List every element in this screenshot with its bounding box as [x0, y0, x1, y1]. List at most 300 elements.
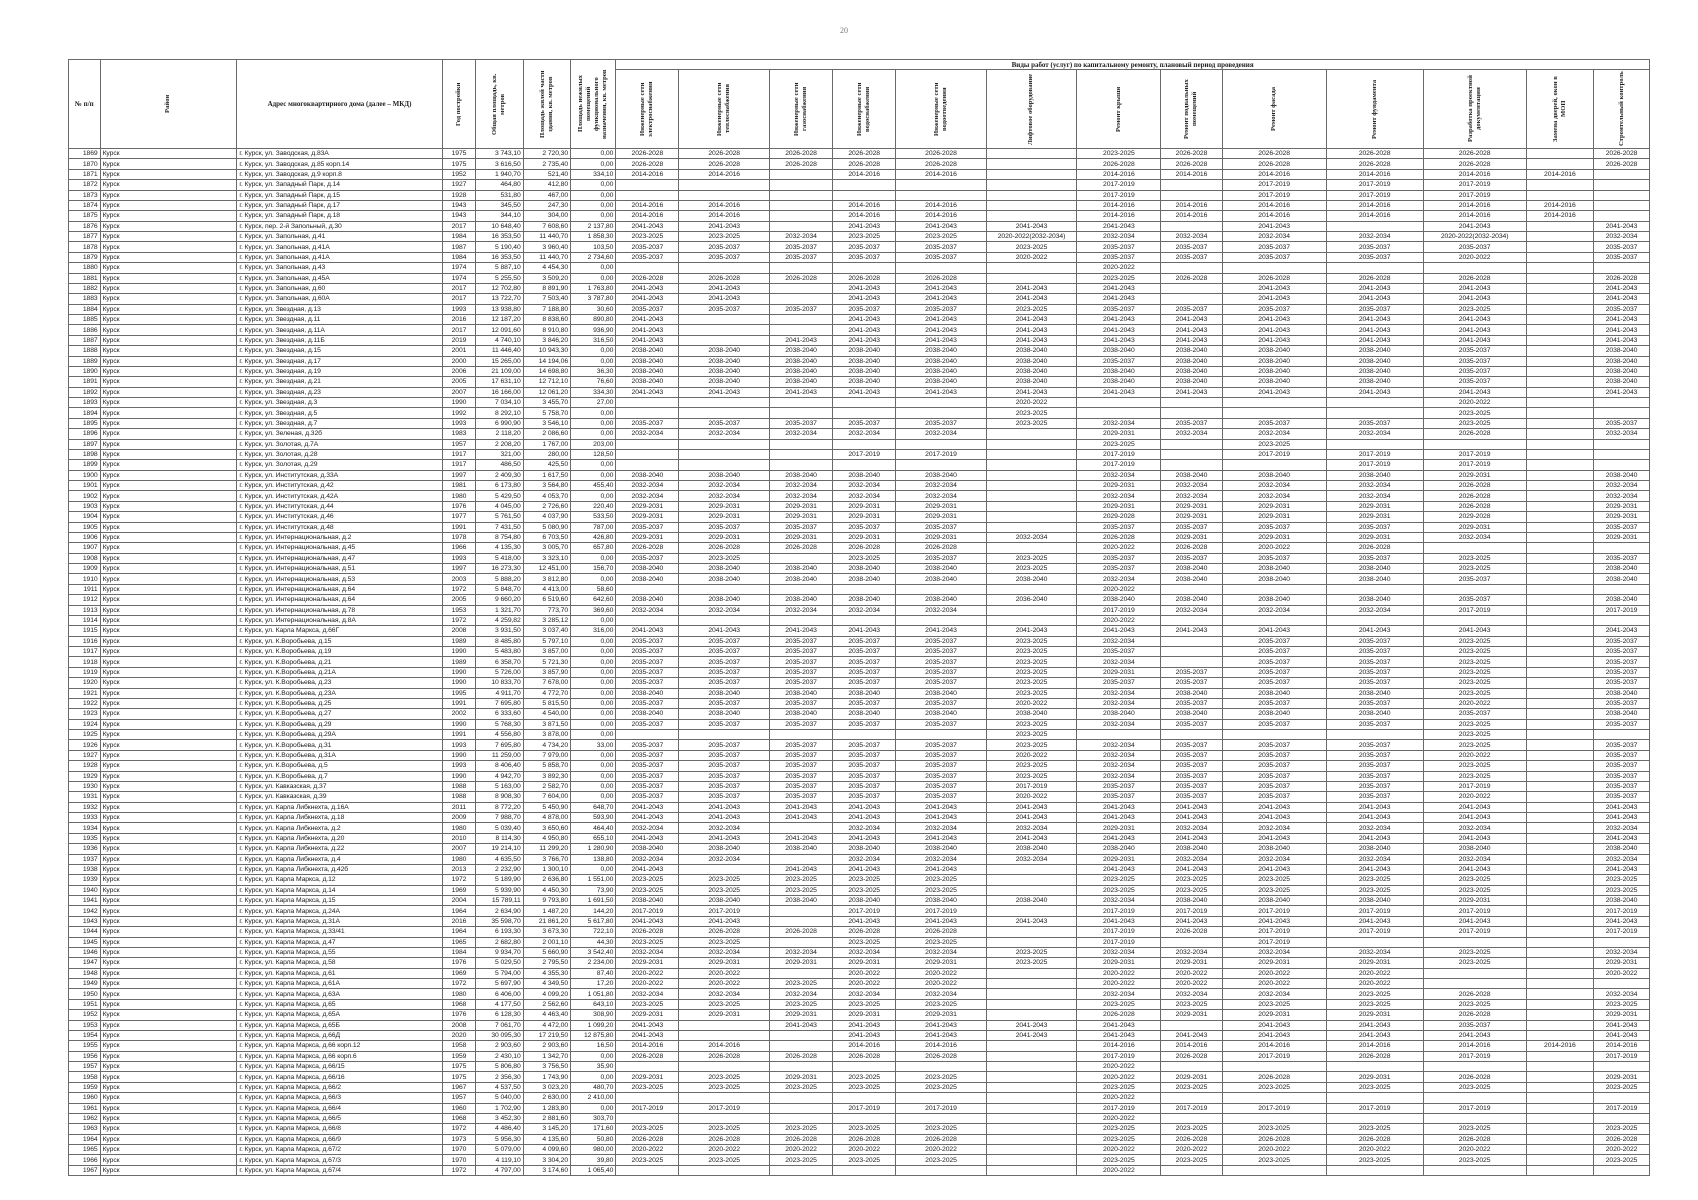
- cell-address: г. Курск, ул. Интернациональная, д.51: [237, 564, 442, 574]
- cell-work-period: 2041-2043: [616, 864, 679, 874]
- cell-work-period: [1526, 1030, 1593, 1040]
- cell-district: Курск: [100, 470, 237, 480]
- cell-work-period: 2029-2031: [769, 501, 832, 511]
- cell-work-period: 2032-2034: [833, 989, 896, 999]
- cell-work-period: 2041-2043: [833, 626, 896, 636]
- cell-total-area: 1 321,70: [476, 605, 523, 615]
- table-row: [69, 429, 1650, 439]
- cell-work-period: [1526, 647, 1593, 657]
- cell-work-period: 2035-2037: [1326, 553, 1423, 563]
- cell-work-period: 2029-2031: [1161, 512, 1222, 522]
- cell-work-period: 2038-2040: [1222, 377, 1326, 387]
- col-header-work: Инженерные сети электроснабжения: [616, 70, 679, 149]
- cell-address: г. Курск, ул. Карла Либкнехта, д.42б: [237, 864, 442, 874]
- cell-address: г. Курск, ул. Интернациональная, д.64: [237, 595, 442, 605]
- cell-district: Курск: [100, 553, 237, 563]
- cell-district: Курск: [100, 761, 237, 771]
- cell-work-period: [833, 730, 896, 740]
- cell-no: 1943: [69, 916, 101, 926]
- cell-work-period: 2032-2034: [679, 491, 770, 501]
- cell-work-period: 2032-2034: [1594, 823, 1650, 833]
- cell-work-period: 2038-2040: [1161, 366, 1222, 376]
- cell-work-period: [986, 200, 1077, 210]
- cell-living-area: 3 846,20: [523, 335, 570, 345]
- cell-work-period: [1526, 553, 1593, 563]
- cell-living-area: 247,30: [523, 200, 570, 210]
- cell-total-area: 7 034,10: [476, 398, 523, 408]
- cell-work-period: 2023-2025: [896, 875, 987, 885]
- cell-total-area: 7 695,80: [476, 698, 523, 708]
- cell-no: 1925: [69, 730, 101, 740]
- cell-work-period: 2038-2040: [616, 346, 679, 356]
- cell-work-period: 2035-2037: [1161, 304, 1222, 314]
- col-header-work: Инженерные сети водоснабжения: [833, 70, 896, 149]
- table-row: [69, 1072, 1650, 1082]
- cell-work-period: 2023-2025: [1326, 1124, 1423, 1134]
- cell-year: 1957: [442, 439, 476, 449]
- cell-work-period: 2041-2043: [1161, 916, 1222, 926]
- cell-work-period: [986, 481, 1077, 491]
- cell-work-period: 2026-2028: [1423, 989, 1526, 999]
- cell-work-period: [896, 1093, 987, 1103]
- cell-year: 1990: [442, 719, 476, 729]
- cell-work-period: 2038-2040: [1222, 356, 1326, 366]
- cell-living-area: 1 767,00: [523, 439, 570, 449]
- cell-total-area: 6 173,80: [476, 481, 523, 491]
- cell-work-period: 2032-2034: [679, 947, 770, 957]
- cell-work-period: 2041-2043: [1222, 315, 1326, 325]
- cell-work-period: 2020-2022: [1222, 968, 1326, 978]
- cell-total-area: 1 702,90: [476, 1103, 523, 1113]
- table-row: [69, 647, 1650, 657]
- cell-work-period: 2035-2037: [1222, 667, 1326, 677]
- cell-nonliving-area: 0,00: [571, 657, 616, 667]
- cell-year: 2007: [442, 844, 476, 854]
- cell-year: 1984: [442, 232, 476, 242]
- cell-work-period: 2041-2043: [1161, 833, 1222, 843]
- cell-address: г. Курск, ул. Карла Маркса, д.65: [237, 999, 442, 1009]
- cell-work-period: 2014-2016: [616, 211, 679, 221]
- cell-work-period: 2029-2031: [1222, 512, 1326, 522]
- cell-no: 1958: [69, 1072, 101, 1082]
- cell-address: г. Курск, ул. Карла Маркса, д.14: [237, 885, 442, 895]
- table-row: [69, 1051, 1650, 1061]
- cell-work-period: 2026-2028: [1423, 149, 1526, 159]
- cell-work-period: 2023-2025: [896, 885, 987, 895]
- cell-nonliving-area: 220,40: [571, 501, 616, 511]
- cell-total-area: 5 726,00: [476, 667, 523, 677]
- cell-work-period: 2041-2043: [1423, 833, 1526, 843]
- cell-living-area: 3 960,40: [523, 242, 570, 252]
- cell-work-period: 2020-2022: [1423, 792, 1526, 802]
- cell-district: Курск: [100, 1051, 237, 1061]
- cell-work-period: 2041-2043: [986, 802, 1077, 812]
- cell-work-period: 2035-2037: [1326, 771, 1423, 781]
- cell-work-period: 2026-2028: [769, 927, 832, 937]
- cell-nonliving-area: 1 763,80: [571, 283, 616, 293]
- table-row: [69, 325, 1650, 335]
- cell-work-period: 2035-2037: [1077, 553, 1161, 563]
- cell-work-period: 2029-2031: [769, 512, 832, 522]
- cell-work-period: [616, 190, 679, 200]
- cell-work-period: 2023-2025: [1423, 678, 1526, 688]
- cell-work-period: [769, 1103, 832, 1113]
- cell-work-period: 2038-2040: [896, 564, 987, 574]
- cell-work-period: [1161, 180, 1222, 190]
- cell-total-area: 5 888,20: [476, 574, 523, 584]
- cell-work-period: [986, 1113, 1077, 1123]
- cell-year: 1953: [442, 605, 476, 615]
- cell-district: Курск: [100, 190, 237, 200]
- cell-work-period: [1077, 398, 1161, 408]
- cell-work-period: 2035-2037: [679, 792, 770, 802]
- cell-work-period: 2035-2037: [1077, 242, 1161, 252]
- cell-work-period: 2041-2043: [1161, 335, 1222, 345]
- cell-work-period: 2032-2034: [616, 481, 679, 491]
- cell-work-period: [1526, 387, 1593, 397]
- cell-work-period: 2035-2037: [833, 750, 896, 760]
- cell-living-area: 5 858,70: [523, 761, 570, 771]
- cell-living-area: 9 793,80: [523, 896, 570, 906]
- cell-work-period: 2032-2034: [1222, 429, 1326, 439]
- cell-work-period: 2029-2031: [616, 1072, 679, 1082]
- cell-total-area: 5 761,50: [476, 512, 523, 522]
- cell-work-period: 2035-2037: [769, 667, 832, 677]
- cell-work-period: [1222, 1165, 1326, 1175]
- cell-work-period: 2038-2040: [1326, 688, 1423, 698]
- cell-work-period: 2017-2019: [1423, 605, 1526, 615]
- cell-work-period: [986, 927, 1077, 937]
- cell-work-period: [679, 1020, 770, 1030]
- cell-nonliving-area: 1 691,50: [571, 896, 616, 906]
- cell-work-period: 2020-2022: [1594, 968, 1650, 978]
- table-row: [69, 989, 1650, 999]
- cell-work-period: 2035-2037: [833, 740, 896, 750]
- cell-address: г. Курск, ул. Интернациональная, д.53: [237, 574, 442, 584]
- cell-work-period: [769, 211, 832, 221]
- cell-no: 1888: [69, 346, 101, 356]
- table-row: [69, 875, 1650, 885]
- cell-work-period: 2035-2037: [1594, 761, 1650, 771]
- cell-address: г. Курск, ул. Карла Либкнехта, д.20: [237, 833, 442, 843]
- cell-total-area: 2 118,20: [476, 429, 523, 439]
- cell-work-period: [1526, 1113, 1593, 1123]
- cell-no: 1938: [69, 864, 101, 874]
- cell-work-period: 2023-2025: [616, 999, 679, 1009]
- cell-work-period: 2023-2025: [1326, 989, 1423, 999]
- cell-nonliving-area: 5 617,80: [571, 916, 616, 926]
- cell-work-period: 2032-2034: [1161, 947, 1222, 957]
- cell-living-area: 5 721,30: [523, 657, 570, 667]
- cell-work-period: [1326, 1113, 1423, 1123]
- cell-nonliving-area: 1 280,90: [571, 844, 616, 854]
- cell-work-period: 2029-2031: [1077, 958, 1161, 968]
- cell-living-area: 4 463,40: [523, 1010, 570, 1020]
- cell-living-area: 7 503,40: [523, 294, 570, 304]
- cell-work-period: [986, 1103, 1077, 1113]
- cell-nonliving-area: 980,00: [571, 1145, 616, 1155]
- cell-work-period: 2035-2037: [896, 771, 987, 781]
- cell-work-period: [1326, 408, 1423, 418]
- cell-work-period: 2041-2043: [616, 294, 679, 304]
- cell-work-period: 2014-2016: [896, 1041, 987, 1051]
- cell-work-period: 2041-2043: [1222, 335, 1326, 345]
- cell-work-period: 2017-2019: [1423, 460, 1526, 470]
- cell-living-area: 2 630,00: [523, 1093, 570, 1103]
- cell-work-period: [1526, 615, 1593, 625]
- table-row: [69, 159, 1650, 169]
- cell-work-period: 2029-2031: [896, 532, 987, 542]
- cell-work-period: 2035-2037: [833, 771, 896, 781]
- cell-work-period: 2035-2037: [896, 304, 987, 314]
- cell-district: Курск: [100, 885, 237, 895]
- cell-district: Курск: [100, 169, 237, 179]
- cell-work-period: 2041-2043: [1326, 387, 1423, 397]
- cell-work-period: 2041-2043: [1077, 387, 1161, 397]
- cell-living-area: 3 673,30: [523, 927, 570, 937]
- cell-work-period: 2041-2043: [896, 335, 987, 345]
- cell-work-period: 2038-2040: [833, 896, 896, 906]
- cell-work-period: 2023-2025: [1161, 999, 1222, 1009]
- cell-year: 1972: [442, 1124, 476, 1134]
- cell-work-period: 2014-2016: [833, 1041, 896, 1051]
- cell-work-period: [986, 968, 1077, 978]
- cell-district: Курск: [100, 501, 237, 511]
- cell-work-period: [1423, 1093, 1526, 1103]
- cell-work-period: [1526, 740, 1593, 750]
- cell-living-area: 3 037,40: [523, 626, 570, 636]
- cell-work-period: [679, 398, 770, 408]
- cell-work-period: 2029-2031: [1077, 823, 1161, 833]
- cell-year: 1970: [442, 1145, 476, 1155]
- cell-work-period: [986, 999, 1077, 1009]
- cell-work-period: [1161, 460, 1222, 470]
- cell-work-period: 2035-2037: [616, 304, 679, 314]
- cell-work-period: 2017-2019: [1594, 1103, 1650, 1113]
- cell-address: г. Курск, ул. Звездная, д.17: [237, 356, 442, 366]
- cell-work-period: 2041-2043: [1594, 1020, 1650, 1030]
- cell-work-period: 2014-2016: [1526, 200, 1593, 210]
- cell-work-period: [1594, 1113, 1650, 1123]
- cell-work-period: 2032-2034: [1594, 481, 1650, 491]
- cell-work-period: 2041-2043: [1222, 1030, 1326, 1040]
- cell-total-area: 8 292,10: [476, 408, 523, 418]
- cell-work-period: 2023-2025: [896, 1072, 987, 1082]
- cell-work-period: 2020-2022: [833, 979, 896, 989]
- cell-work-period: 2035-2037: [1161, 740, 1222, 750]
- cell-work-period: 2041-2043: [1326, 813, 1423, 823]
- cell-work-period: 2026-2028: [1423, 1072, 1526, 1082]
- cell-work-period: 2041-2043: [833, 315, 896, 325]
- cell-work-period: 2038-2040: [896, 688, 987, 698]
- cell-work-period: [986, 429, 1077, 439]
- cell-work-period: 2041-2043: [896, 283, 987, 293]
- table-row: [69, 667, 1650, 677]
- cell-nonliving-area: 0,00: [571, 263, 616, 273]
- cell-work-period: [1526, 149, 1593, 159]
- cell-year: 2013: [442, 864, 476, 874]
- cell-work-period: 2038-2040: [896, 356, 987, 366]
- cell-work-period: 2020-2022: [986, 750, 1077, 760]
- cell-work-period: 2041-2043: [833, 283, 896, 293]
- cell-work-period: 2029-2028: [1077, 512, 1161, 522]
- cell-total-area: 4 942,70: [476, 771, 523, 781]
- cell-work-period: 2038-2040: [679, 595, 770, 605]
- table-row: [69, 896, 1650, 906]
- cell-work-period: [1526, 875, 1593, 885]
- cell-work-period: 2035-2037: [616, 667, 679, 677]
- cell-work-period: [1423, 584, 1526, 594]
- cell-no: 1961: [69, 1103, 101, 1113]
- cell-nonliving-area: 0,00: [571, 574, 616, 584]
- cell-work-period: 2023-2025: [1423, 564, 1526, 574]
- cell-work-period: 2041-2043: [1222, 294, 1326, 304]
- cell-address: г. Курск, ул. Звездная, д.21: [237, 377, 442, 387]
- cell-work-period: 2023-2025: [986, 719, 1077, 729]
- cell-nonliving-area: 0,00: [571, 688, 616, 698]
- cell-work-period: 2026-2028: [1594, 149, 1650, 159]
- cell-work-period: [1526, 159, 1593, 169]
- cell-work-period: 2038-2040: [679, 377, 770, 387]
- cell-work-period: 2041-2043: [1077, 1020, 1161, 1030]
- cell-living-area: 3 546,10: [523, 418, 570, 428]
- cell-work-period: 2038-2040: [986, 366, 1077, 376]
- cell-work-period: 2041-2043: [616, 833, 679, 843]
- cell-work-period: 2035-2037: [679, 522, 770, 532]
- cell-work-period: 2038-2040: [1222, 688, 1326, 698]
- cell-work-period: [1526, 771, 1593, 781]
- cell-living-area: 425,50: [523, 460, 570, 470]
- cell-work-period: 2035-2037: [1423, 377, 1526, 387]
- cell-work-period: [769, 325, 832, 335]
- cell-nonliving-area: 303,70: [571, 1113, 616, 1123]
- cell-total-area: 7 695,80: [476, 740, 523, 750]
- table-row: [69, 169, 1650, 179]
- cell-work-period: 2038-2040: [1161, 688, 1222, 698]
- cell-living-area: 4 135,60: [523, 1134, 570, 1144]
- cell-address: г. Курск, ул. Звездная, д.11: [237, 315, 442, 325]
- cell-work-period: [1526, 449, 1593, 459]
- cell-work-period: 2038-2040: [1594, 709, 1650, 719]
- cell-work-period: 2029-2031: [1222, 1010, 1326, 1020]
- cell-work-period: 2020-2022: [986, 252, 1077, 262]
- cell-work-period: 2023-2025: [896, 937, 987, 947]
- cell-work-period: [986, 491, 1077, 501]
- cell-no: 1890: [69, 366, 101, 376]
- cell-work-period: [986, 864, 1077, 874]
- cell-work-period: 2026-2028: [1077, 532, 1161, 542]
- cell-address: г. Курск, ул. К.Воробьева, д.23А: [237, 688, 442, 698]
- cell-living-area: 4 878,00: [523, 813, 570, 823]
- cell-work-period: 2038-2040: [1326, 366, 1423, 376]
- cell-year: 1965: [442, 937, 476, 947]
- cell-work-period: [1526, 221, 1593, 231]
- cell-work-period: 2023-2025: [1077, 273, 1161, 283]
- cell-work-period: 2032-2034: [986, 854, 1077, 864]
- cell-work-period: 2032-2034: [1326, 854, 1423, 864]
- cell-no: 1874: [69, 200, 101, 210]
- cell-work-period: 2017-2019: [679, 906, 770, 916]
- cell-nonliving-area: 1 051,80: [571, 989, 616, 999]
- cell-work-period: 2038-2040: [1161, 377, 1222, 387]
- cell-total-area: 5 429,50: [476, 491, 523, 501]
- cell-work-period: 2041-2043: [833, 325, 896, 335]
- cell-year: 1978: [442, 532, 476, 542]
- cell-work-period: [1161, 615, 1222, 625]
- table-row: [69, 522, 1650, 532]
- cell-work-period: 2014-2016: [1423, 200, 1526, 210]
- cell-work-period: [1526, 1155, 1593, 1165]
- cell-living-area: 3 174,60: [523, 1165, 570, 1175]
- cell-work-period: 2035-2037: [896, 252, 987, 262]
- cell-work-period: 2023-2025: [616, 232, 679, 242]
- cell-work-period: 2017-2019: [616, 906, 679, 916]
- cell-work-period: 2038-2040: [986, 356, 1077, 366]
- cell-work-period: 2032-2034: [1161, 429, 1222, 439]
- cell-work-period: [769, 283, 832, 293]
- cell-work-period: 2038-2040: [616, 595, 679, 605]
- cell-work-period: 2041-2043: [679, 626, 770, 636]
- cell-work-period: [1526, 356, 1593, 366]
- cell-work-period: 2038-2040: [1222, 595, 1326, 605]
- cell-work-period: 2026-2028: [896, 1134, 987, 1144]
- cell-district: Курск: [100, 595, 237, 605]
- cell-work-period: 2041-2043: [616, 387, 679, 397]
- cell-work-period: 2029-2031: [1326, 958, 1423, 968]
- cell-year: 1987: [442, 242, 476, 252]
- cell-nonliving-area: 0,00: [571, 200, 616, 210]
- cell-living-area: 4 772,70: [523, 688, 570, 698]
- cell-work-period: 2035-2037: [769, 698, 832, 708]
- cell-no: 1884: [69, 304, 101, 314]
- cell-work-period: 2017-2019: [679, 1103, 770, 1113]
- cell-work-period: 2029-2031: [896, 1010, 987, 1020]
- table-row: [69, 564, 1650, 574]
- cell-work-period: 2035-2037: [679, 698, 770, 708]
- cell-work-period: 2035-2037: [616, 792, 679, 802]
- cell-total-area: 6 358,70: [476, 657, 523, 667]
- cell-work-period: [1526, 605, 1593, 615]
- cell-no: 1883: [69, 294, 101, 304]
- cell-address: г. Курск, ул. Институтская, д.46: [237, 512, 442, 522]
- cell-work-period: 2026-2028: [1423, 501, 1526, 511]
- cell-district: Курск: [100, 242, 237, 252]
- cell-work-period: 2023-2025: [833, 232, 896, 242]
- cell-address: г. Курск, ул. Карла Маркса, д.66/8: [237, 1124, 442, 1134]
- cell-no: 1894: [69, 408, 101, 418]
- cell-work-period: 2041-2043: [896, 294, 987, 304]
- cell-year: 1990: [442, 647, 476, 657]
- cell-work-period: 2041-2043: [1594, 387, 1650, 397]
- cell-work-period: [1423, 439, 1526, 449]
- cell-work-period: [833, 439, 896, 449]
- cell-address: г. Курск, пер. 2-й Запольный, д.30: [237, 221, 442, 231]
- cell-work-period: [616, 180, 679, 190]
- cell-living-area: 5 758,70: [523, 408, 570, 418]
- cell-address: г. Курск, ул. Звездная, д.3: [237, 398, 442, 408]
- cell-work-period: [1161, 398, 1222, 408]
- cell-work-period: 2023-2025: [1423, 947, 1526, 957]
- cell-work-period: [1222, 460, 1326, 470]
- cell-no: 1892: [69, 387, 101, 397]
- cell-district: Курск: [100, 398, 237, 408]
- cell-work-period: 2035-2037: [1161, 242, 1222, 252]
- cell-work-period: 2035-2037: [1161, 750, 1222, 760]
- cell-work-period: 2032-2034: [1161, 232, 1222, 242]
- table-row: [69, 366, 1650, 376]
- cell-work-period: 2035-2037: [1326, 636, 1423, 646]
- cell-work-period: 2026-2028: [1161, 543, 1222, 553]
